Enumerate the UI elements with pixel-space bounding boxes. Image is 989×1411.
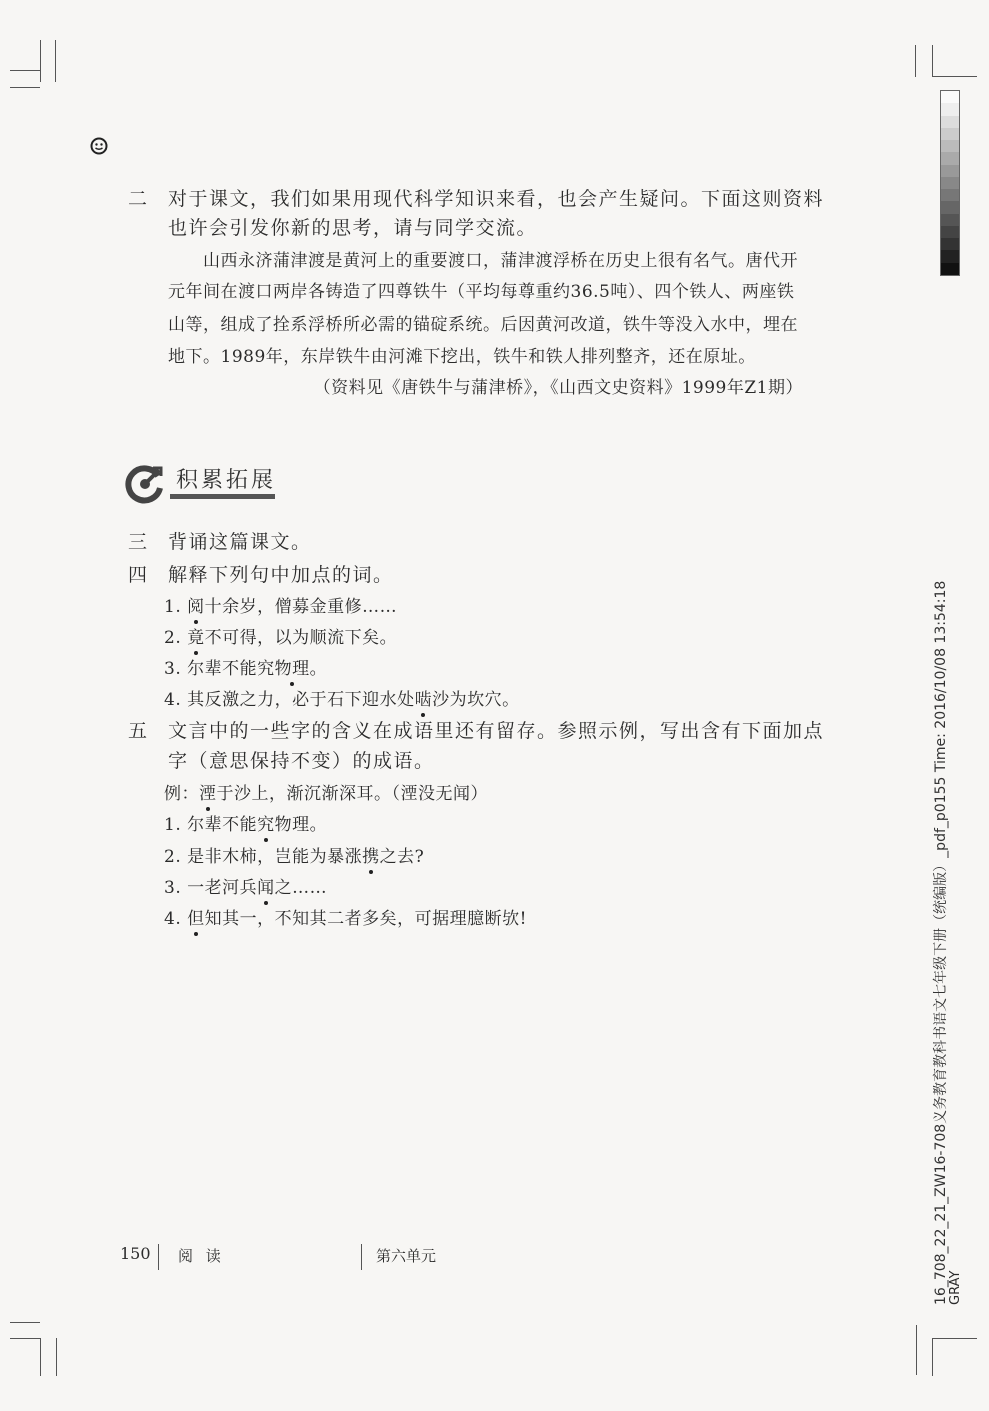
- side-gray-label: GRAY: [948, 1270, 963, 1305]
- page-number: 150: [120, 1244, 151, 1263]
- paragraph-line: 元年间在渡口两岸各铸造了四尊铁牛（平均每尊重约36.5吨）、四个铁人、两座铁: [168, 282, 795, 302]
- source-citation: （资料见《唐铁牛与蒲津桥》，《山西文史资料》1999年Z1期）: [313, 378, 803, 398]
- item-number: 1.: [164, 815, 182, 835]
- item-number: 2.: [164, 847, 182, 867]
- paragraph-line: 山西永济蒲津渡是黄河上的重要渡口，蒲津渡浮桥在历史上很有名气。唐代开: [203, 251, 798, 271]
- item-text: 尔辈不能究: [187, 659, 275, 679]
- dotted-char: 竟: [187, 628, 205, 648]
- crop-mark: [932, 76, 977, 77]
- accumulate-icon: [125, 464, 165, 508]
- question-text: 字（意思保持不变）的成语。: [168, 750, 435, 772]
- section-header: 积累拓展: [176, 468, 277, 493]
- footer-divider: [361, 1244, 362, 1270]
- item-text: 物理。: [274, 815, 328, 835]
- section-number: 三: [128, 531, 149, 553]
- question-text: 背诵这篇课文。: [168, 531, 312, 553]
- list-item: [164, 685, 520, 710]
- crop-mark: [915, 45, 916, 77]
- item-text: 不可得，以为顺流下矣。: [204, 628, 398, 648]
- crop-mark: [10, 70, 40, 71]
- list-item: [164, 592, 397, 617]
- crop-mark: [932, 1338, 933, 1376]
- question-text: 解释下列句中加点的词。: [168, 564, 394, 586]
- dotted-char: 阅: [187, 597, 205, 617]
- question-text: 文言中的一些字的含义在成语里还有留存。参照示例，写出含有下面加点: [168, 720, 825, 742]
- list-item: [164, 654, 327, 679]
- item-text: 沙为坎穴。: [432, 690, 520, 710]
- list-item: [164, 810, 327, 835]
- dotted-char: 物理: [274, 659, 310, 679]
- crop-mark: [40, 40, 41, 82]
- footer-part: 阅 读: [178, 1247, 225, 1265]
- dotted-char: 究: [257, 815, 275, 835]
- section-number: 五: [128, 720, 149, 742]
- footer-divider: [158, 1244, 159, 1270]
- example-line: [164, 779, 488, 804]
- crop-mark: [40, 1338, 41, 1376]
- dotted-char: 但: [187, 909, 205, 929]
- example-text: 于沙上，渐沉渐深耳。（湮没无闻）: [216, 784, 488, 804]
- question-text: 也许会引发你新的思考，请与同学交流。: [168, 217, 538, 239]
- list-item: [164, 904, 527, 929]
- example-label: 例：: [164, 784, 199, 804]
- item-text: 是非木柿，岂能为暴涨: [187, 847, 363, 867]
- section-number: 四: [128, 564, 149, 586]
- crop-mark: [10, 1338, 40, 1339]
- item-number: 2.: [164, 628, 182, 648]
- item-number: 3.: [164, 659, 182, 679]
- paragraph-line: 山等，组成了拴系浮桥所必需的锚碇系统。后因黄河改道，铁牛等没入水中，埋在: [168, 315, 798, 335]
- paragraph-line: 地下。1989年，东岸铁牛由河滩下挖出，铁牛和铁人排列整齐，还在原址。: [168, 347, 756, 367]
- item-number: 4.: [164, 690, 182, 710]
- question-text: 对于课文，我们如果用现代科学知识来看，也会产生疑问。下面这则资料: [168, 188, 825, 210]
- item-text: 。: [309, 659, 328, 679]
- item-text: 十余岁，僧募金重修……: [204, 597, 398, 617]
- item-text: 知其一，不知其二者多矣，可据理臆断欤!: [204, 909, 527, 929]
- item-number: 4.: [164, 909, 182, 929]
- crop-mark: [10, 1322, 40, 1323]
- list-item: [164, 842, 424, 867]
- crop-mark: [10, 87, 40, 88]
- list-item: [164, 623, 397, 648]
- crop-mark: [55, 40, 56, 82]
- item-number: 3.: [164, 878, 182, 898]
- side-print-info: 16_708_22_21_ZW16-708义务教育教科书语文七年级下册（统编版）_pdf_p0155 Time: 2016/10/08 13:54:18: [933, 580, 949, 1305]
- item-text: 之……: [274, 878, 328, 898]
- section-number: 二: [128, 188, 149, 210]
- crop-mark: [932, 1338, 977, 1339]
- crop-mark: [932, 45, 933, 77]
- item-text: 一老河兵: [187, 878, 258, 898]
- footer-unit: 第六单元: [376, 1247, 437, 1265]
- crop-mark: [56, 1338, 57, 1376]
- gray-scale-bar: [940, 90, 960, 276]
- header-underline: [170, 494, 275, 499]
- dotted-char: 携: [362, 847, 380, 867]
- list-item: [164, 873, 327, 898]
- crop-mark: [916, 1325, 917, 1375]
- item-text: 尔辈不能: [187, 815, 258, 835]
- item-text: 其反激之力，必于石下迎水处: [187, 690, 415, 710]
- dotted-char: 啮: [414, 690, 433, 710]
- item-text: 之去?: [379, 847, 425, 867]
- item-number: 1.: [164, 597, 182, 617]
- dotted-char: 湮: [199, 784, 217, 804]
- dotted-char: 闻: [257, 878, 275, 898]
- smiley-icon: [90, 137, 108, 159]
